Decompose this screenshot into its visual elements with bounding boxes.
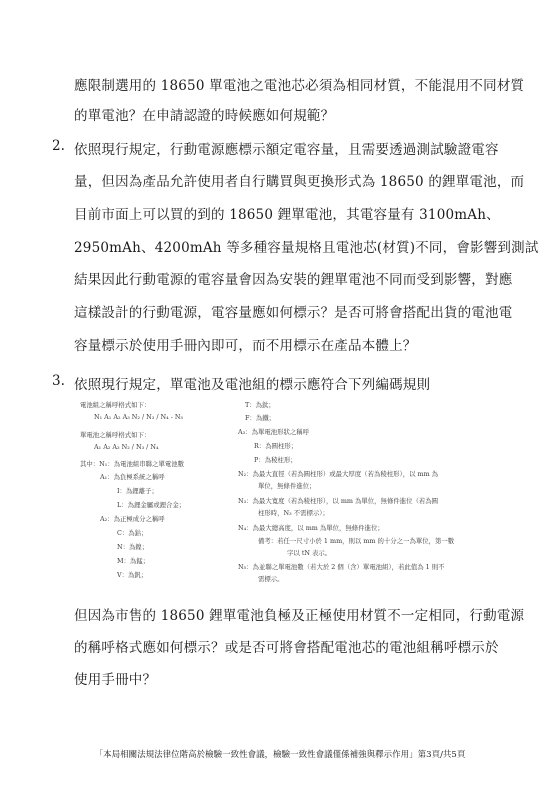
item2-line: 目前市面上可以買的到的 18650 鋰單電池，其電容量有 3100mAh、 — [74, 207, 500, 223]
item2-line: 結果因此行動電源的電容量會因為安裝的鋰單電池不同而受到影響，對應 — [74, 272, 513, 288]
figure-text: R：為圓柱形； — [254, 442, 298, 450]
figure-text: N₁ A₁ A₂ A₃ N₂ / N₃ / N₄ - N₅ — [94, 413, 184, 421]
figure-text: 備考：若任一尺寸小於 1 mm，則以 mm 的十分之一為單位，第一數 — [258, 537, 455, 545]
paragraph-line: 使用手冊中？ — [74, 672, 157, 688]
figure-text: I：為鋰離子； — [117, 487, 158, 495]
figure-text: 字以 tN 表示。 — [287, 549, 332, 557]
figure-text: 柱形時，N₃ 不需標示）； — [258, 509, 329, 517]
figure-text: N：為鎳； — [117, 543, 149, 551]
figure-text: A₁ A₂ A₃ N₂ / N₃ / N₄ — [94, 443, 159, 451]
paragraph-line: 的稱呼格式應如何標示？或是否可將會搭配電池芯的電池組稱呼標示於 — [74, 640, 499, 656]
figure-text: 電池組之稱呼格式如下： — [80, 401, 151, 409]
figure-text: 單電池之稱呼格式如下： — [80, 431, 151, 439]
figure-text: 單位，無條件進位； — [258, 482, 316, 490]
figure-text: N₂：為最大直徑（若為圓柱形）或最大厚度（若為稜柱形），以 mm 為 — [238, 470, 439, 478]
figure-text: N₅：為並聯之單電池數（若大於 2 個（含）單電池組），若此值為 1 則不 — [238, 563, 445, 571]
figure-text: M：為錳； — [117, 557, 150, 565]
figure-text: A₁：為負極系統之稱呼 — [100, 473, 165, 481]
figure-text: 其中：N₁：為電池組串聯之單電池數 — [80, 460, 185, 468]
item2-line: 依照現行規定，行動電源應標示額定電容量，且需要透過測試驗證電容 — [74, 142, 499, 158]
figure-text: T：為鈦； — [245, 401, 275, 409]
item2-line: 量，但因為產品允許使用者自行購買與更換形式為 18650 的鋰單電池，而 — [74, 174, 525, 190]
page-footer: 「本局相關法規法律位階高於檢驗一致性會議，檢驗一致性會議僅係補強與釋示作用」第3頁/共5頁 — [94, 750, 466, 760]
item-number: 2. — [52, 138, 65, 154]
figure-text: P：為稜柱形； — [254, 456, 297, 464]
item2-line: 2950mAh、4200mAh 等多種容量規格且電池芯(材質)不同，會影響到測試 — [74, 240, 539, 256]
item3-line: 依照現行規定，單電池及電池組的標示應符合下列編碼規則 — [74, 377, 431, 393]
figure-text: A₃：為單電池形狀之稱呼 — [238, 428, 310, 436]
paragraph-line: 應限制選用的 18650 單電池之電池芯必須為相同材質，不能混用不同材質 — [74, 78, 525, 94]
figure-text: N₃：為最大寬度（若為稜柱形），以 mm 為單位，無條件進位（若為圓 — [238, 497, 439, 505]
item2-line: 容量標示於使用手冊內即可，而不用標示在產品本體上？ — [74, 338, 417, 354]
figure-text: F：為鐵； — [245, 414, 275, 422]
figure-text: 需標示。 — [258, 575, 284, 583]
figure-text: A₂：為正極成分之稱呼 — [100, 515, 165, 523]
figure-text: V：為釩； — [117, 571, 148, 579]
figure-text: L：為鋰金屬或鋰合金； — [117, 501, 186, 509]
paragraph-line: 但因為市售的 18650 鋰單電池負極及正極使用材質不一定相同，行動電源 — [74, 608, 525, 624]
item-number: 3. — [52, 373, 65, 389]
item2-line: 這樣設計的行動電源，電容量應如何標示？是否可將會搭配出貨的電池電 — [74, 305, 513, 321]
figure-text: C：為鈷； — [117, 529, 148, 537]
figure-text: N₄：為最大總高度，以 mm 為單位，無條件進位； — [238, 524, 384, 532]
paragraph-line: 的單電池？在申請認證的時候應如何規範？ — [74, 108, 335, 124]
